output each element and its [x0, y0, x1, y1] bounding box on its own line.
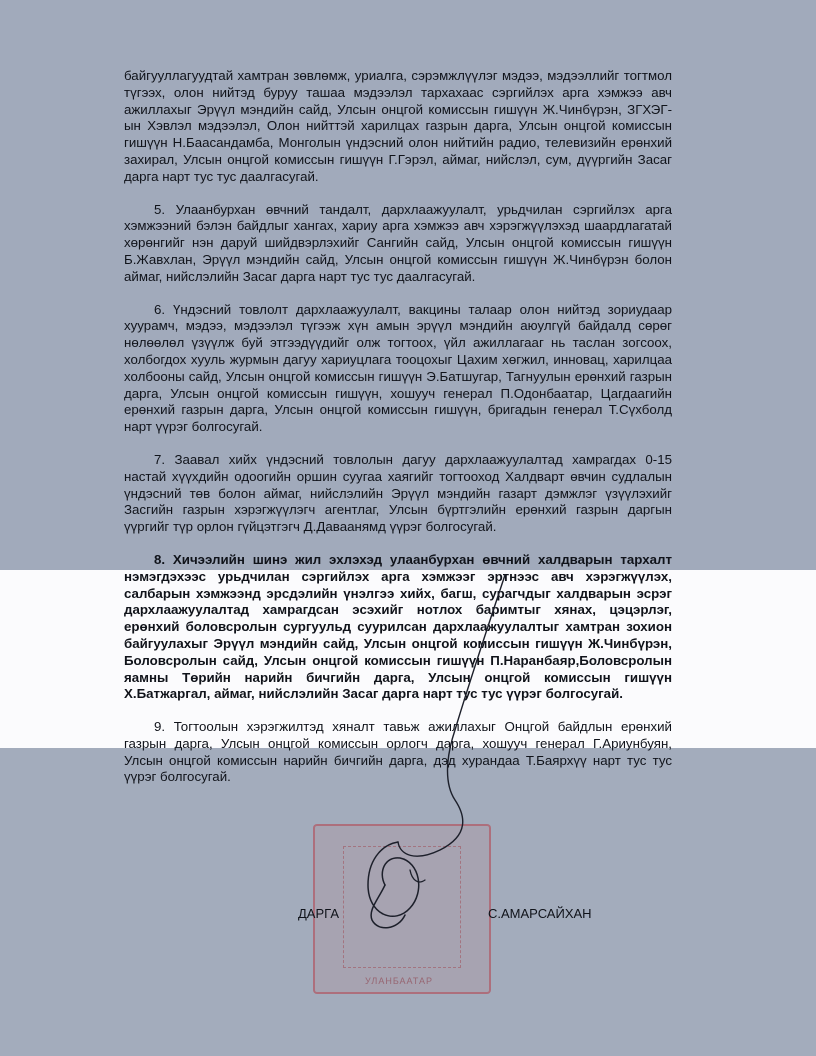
paragraph-gap — [124, 536, 672, 552]
stamp-inner-border — [343, 846, 461, 968]
document-body — [124, 68, 672, 786]
paragraph-gap — [124, 186, 672, 202]
paragraph-5: 5. Улаанбурхан өвчний тандалт, дархлаажуулалт, урьдчилан сэргийлэх арга хэмжээний бэлэн байдлыг хангах, хариу арга хэмжээ авч хэрэгжүүлэхэд шаардлагатай хөрөнгийг нэн даруй шийдвэрлэхийг Сангийн сайд, Улсын онцгой комиссын гишүүн Б.Жавхлан, Эрүүл мэндийн сайд, Улсын онцгой комиссын гишүүн Ж.Чинбүрэн болон аймаг, нийслэлийн Засаг дарга нарт тус тус даалгасугай. — [124, 201, 672, 284]
signature-role: ДАРГА — [298, 906, 339, 921]
official-stamp — [313, 824, 491, 994]
signature-name: С.АМАРСАЙХАН — [488, 906, 592, 921]
paragraph-7: 7. Заавал хийх үндэсний товлолын дагуу дархлаажуулалтад хамрагдах 0-15 настай хүүхдийн одоогийн оршин суугаа хаягийг тогтооход Халдварт өвчин судлалын үндэсний төв болон аймаг, нийслэлийн Эрүүл мэндийн газарт дэмжлэг үзүүлэхийг Засгийн газрын хэрэгжүүлэгч агентлаг, Улсын бүртгэлийн ерөнхий газрын даргын үүргийг түр орлон гүйцэтгэгч Д.Даваанямд үүрэг болгосугай. — [124, 451, 672, 535]
paragraph-9: 9. Тогтоолын хэрэгжилтэд хяналт тавьж ажиллахыг Онцгой байдлын ерөнхий газрын дарга, Улсын онцгой комиссын орлогч дарга, хошууч генерал Г.Ариунбуян, Улсын онцгой комиссын нарийн бичгийн дарга, дэд хурандаа Т.Баярхүү нарт тус тус үүрэг болгосугай. — [124, 719, 672, 785]
paragraph-gap — [124, 286, 672, 302]
paragraph-8: 8. Хичээлийн шинэ жил эхлэхэд улаанбурхан өвчний халдварын тархалт нэмэгдэхээс урьдчилан сэргийлэх арга хэмжээг эртнээс авч хэрэгжүүлэх, салбарын хэмжээнд эрсдэлийн үнэлгээ хийх, багш, сурагчдыг халдварын эсрэг дархлаажуулалтад хамрагдсан эсэхийг нотлох баримтыг хянах, цэцэрлэг, ерөнхий боловсролын сургуульд суурилсан дархлаажуулалтыг хамтран зохион байгуулахыг Эрүүл мэндийн сайд, Улсын онцгой комиссын гишүүн Ж.Чинбүрэн, Боловсролын сайд, Улсын онцгой комиссын гишүүн П.Наранбаяр,Боловсролын яамны Төрийн нарийн бичгийн дарга, Улсын онцгой комиссын гишүүн Х.Батжаргал, аймаг, нийслэлийн Засаг дарга нарт тус тус үүрэг болгосугай. — [124, 551, 672, 702]
paragraph-gap — [124, 703, 672, 719]
paragraph-gap — [124, 436, 672, 452]
stamp-text: УЛАНБААТАР — [365, 976, 434, 986]
paragraph-6: 6. Үндэсний товлолт дархлаажуулалт, вакцины талаар олон нийтэд зориудаар хуурамч, мэдээ, мэдээлэл түгээж хүн амын эрүүл мэндийн аюулгүй байдалд сөрөг нөлөөлөл үзүүлж буй этгээдүүдийг олж тогтоох, үйл ажиллагааг нь таслан зогсоох, холбогдох хууль журмын дагуу хариуцлага тооцохыг Цахим хөгжил, инновац, харилцаа холбооны сайд, Улсын онцгой комиссын гишүүн Э.Батшугар, Тагнуулын ерөнхий газрын дарга, Улсын онцгой комиссын гишүүн, хошууч генерал П.Одонбаатар, Цагдаагийн ерөнхий газрын дарга, Улсын онцгой комиссын гишүүн, бригадын генерал Т.Сүхболд нарт үүрэг болгосугай. — [124, 301, 672, 435]
paragraph-continued: байгууллагуудтай хамтран зөвлөмж, уриалга, сэрэмжлүүлэг мэдээ, мэдээллийг тогтмол түгээх, олон нийтэд буруу ташаа мэдээлэл тархахаас сэргийлэх арга хэмжээ авч ажиллахыг Эрүүл мэндийн сайд, Улсын онцгой комиссын гишүүн Ж.Чинбүрэн, ЗГХЭГ-ын Хэвлэл мэдээлэл, Олон нийттэй харилцах газрын дарга, Улсын онцгой комиссын гишүүн Н.Баасандамба, Монголын үндэсний олон нийтийн радио, телевизийн ерөнхий захирал, Улсын онцгой комиссын гишүүн Г.Гэрэл, аймаг, нийслэл, сум, дүүргийн Засаг дарга нарт тус тус даалгасугай. — [124, 68, 672, 184]
